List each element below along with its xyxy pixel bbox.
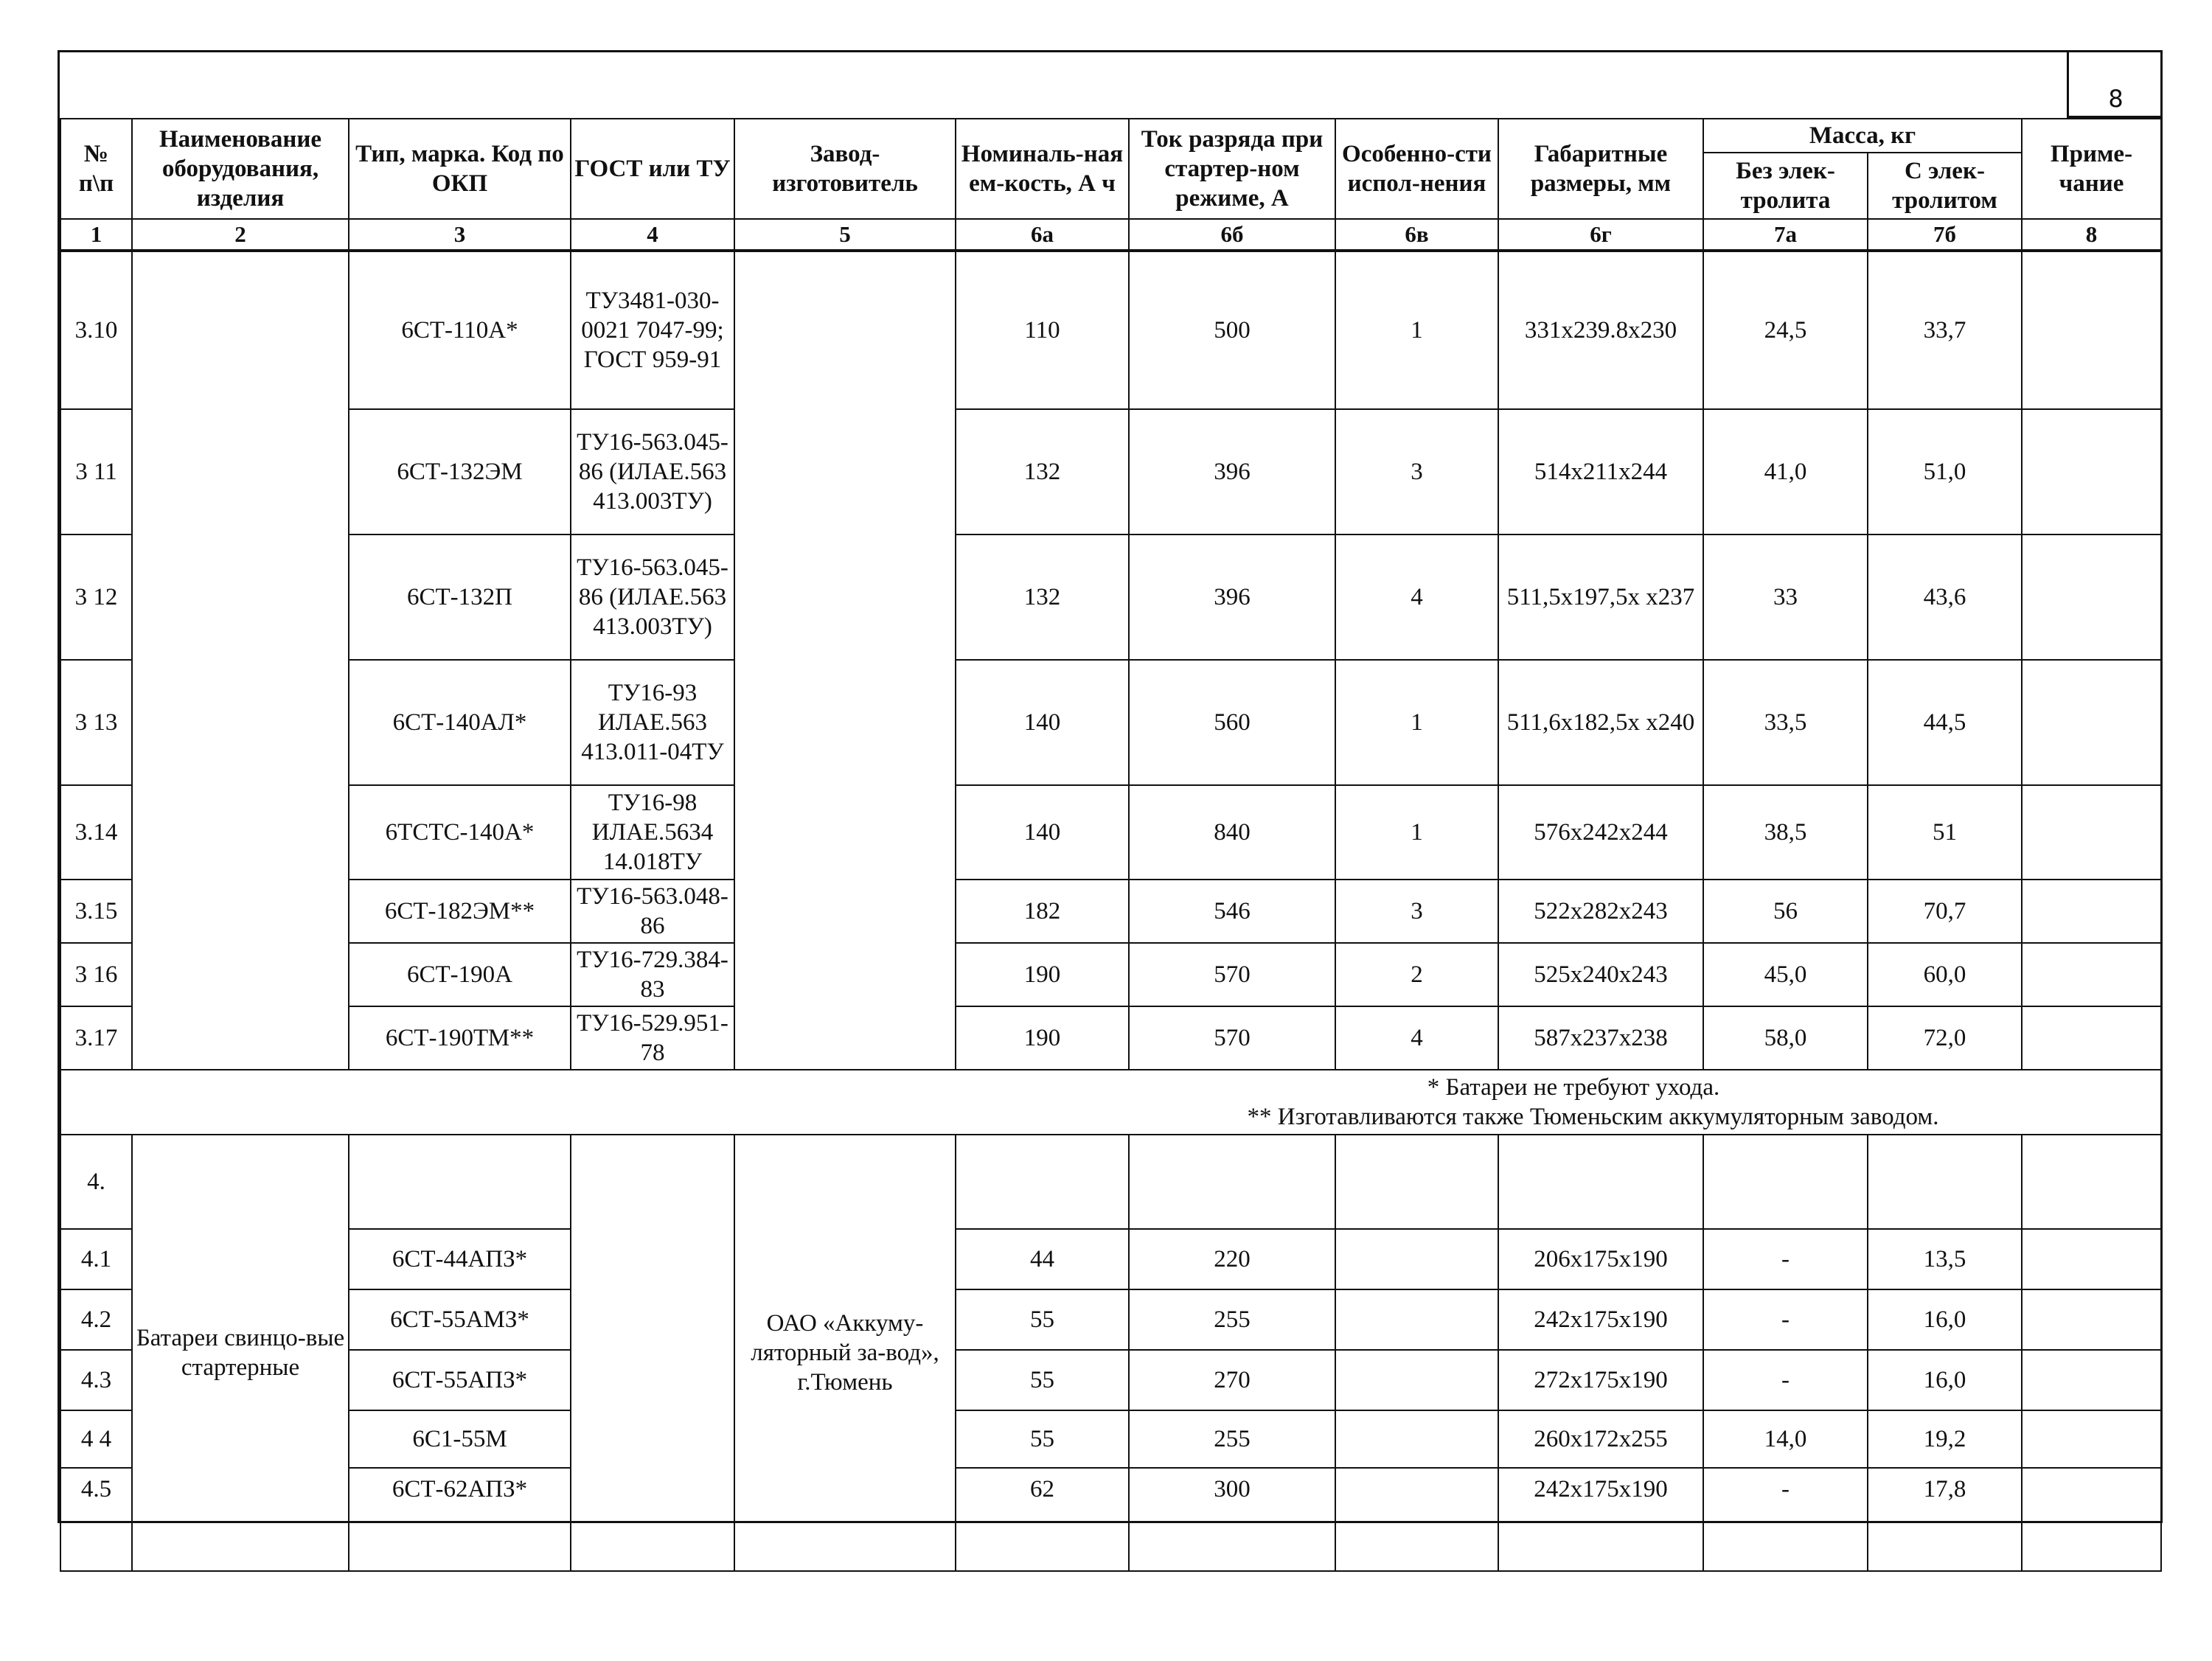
row-index: 3.10 [60, 251, 132, 409]
col-num: 7а [1703, 219, 1868, 251]
table-row [60, 251, 2161, 409]
row-mass-dry: 33,5 [1703, 660, 1868, 785]
row-index: 3.14 [60, 785, 132, 880]
header-features: Особенно-сти испол-нения [1335, 119, 1498, 219]
row-mass-wet: 70,7 [1868, 880, 2022, 943]
col-num: 6в [1335, 219, 1498, 251]
table-row [60, 1229, 2161, 1289]
row-dimensions: 242x175x190 [1498, 1289, 1703, 1350]
row-mass-dry: 45,0 [1703, 943, 1868, 1006]
row-type: 6СТ-55АМЗ* [349, 1289, 571, 1350]
row-capacity: 190 [956, 943, 1129, 1006]
row-features: 1 [1335, 660, 1498, 785]
row-note [2022, 1229, 2161, 1289]
header-row [60, 119, 2161, 153]
table-row [60, 409, 2161, 534]
row-dimensions: 525x240x243 [1498, 943, 1703, 1006]
row-current: 840 [1129, 785, 1335, 880]
row-capacity: 140 [956, 785, 1129, 880]
row-mass-dry: 38,5 [1703, 785, 1868, 880]
row-current: 255 [1129, 1410, 1335, 1468]
table-row [60, 880, 2161, 943]
col-num: 6г [1498, 219, 1703, 251]
row-note [2022, 1410, 2161, 1468]
row-type: 6СТ-190А [349, 943, 571, 1006]
row-mass-wet: 16,0 [1868, 1350, 2022, 1410]
group-name: Батареи свинцо-вые стартерные [132, 1135, 349, 1571]
document-frame [58, 50, 2163, 1523]
row-index: 3.15 [60, 880, 132, 943]
row-capacity: 140 [956, 660, 1129, 785]
row-mass-dry: 56 [1703, 880, 1868, 943]
row-current: 220 [1129, 1229, 1335, 1289]
col-num: 2 [132, 219, 349, 251]
row-current: 396 [1129, 534, 1335, 660]
row-current: 300 [1129, 1468, 1335, 1571]
row-features [1335, 1350, 1498, 1410]
col-num: 6б [1129, 219, 1335, 251]
row-type: 6ТСТС-140А* [349, 785, 571, 880]
row-dimensions: 511,5x197,5x x237 [1498, 534, 1703, 660]
row-note [2022, 1006, 2161, 1070]
row-dimensions: 242x175x190 [1498, 1468, 1703, 1571]
row-dimensions: 511,6x182,5x x240 [1498, 660, 1703, 785]
row-current: 255 [1129, 1289, 1335, 1350]
row-note [2022, 660, 2161, 785]
table-row [60, 785, 2161, 880]
row-features [1335, 1468, 1498, 1571]
header-gost: ГОСТ или ТУ [571, 119, 734, 219]
header-name: Наименование оборудования, изделия [132, 119, 349, 219]
group-maker: ОАО «Аккуму-ляторный за-вод», г.Тюмень [734, 1135, 956, 1571]
footnote-1: * Батареи не требуют ухода. [1427, 1074, 1720, 1101]
row-mass-dry: 41,0 [1703, 409, 1868, 534]
row-note [2022, 1350, 2161, 1410]
col-num: 4 [571, 219, 734, 251]
table-row [60, 1006, 2161, 1070]
table-row [60, 1468, 2161, 1571]
row-mass-wet: 60,0 [1868, 943, 2022, 1006]
empty-cell [1129, 1135, 1335, 1229]
row-index: 4.1 [60, 1229, 132, 1289]
row-index: 4 4 [60, 1410, 132, 1468]
row-mass-dry: - [1703, 1229, 1868, 1289]
row-type: 6СТ-140АЛ* [349, 660, 571, 785]
row-mass-dry: - [1703, 1289, 1868, 1350]
row-dimensions: 514x211x244 [1498, 409, 1703, 534]
row-features: 3 [1335, 880, 1498, 943]
row-note [2022, 409, 2161, 534]
group-type-empty [349, 1135, 571, 1229]
row-current: 570 [1129, 943, 1335, 1006]
row-type: 6СТ-62АПЗ* [349, 1468, 571, 1571]
row-mass-wet: 16,0 [1868, 1289, 2022, 1350]
maker-cell-empty [734, 251, 956, 1070]
col-num: 7б [1868, 219, 2022, 251]
row-features: 2 [1335, 943, 1498, 1006]
row-type: 6С1-55М [349, 1410, 571, 1468]
row-type: 6СТ-190ТМ** [349, 1006, 571, 1070]
footnote-2: ** Изготавливаются также Тюменьским аккумуляторным заводом. [1247, 1104, 1939, 1130]
row-dimensions: 522x282x243 [1498, 880, 1703, 943]
empty-cell [956, 1135, 1129, 1229]
row-note [2022, 251, 2161, 409]
row-features: 4 [1335, 534, 1498, 660]
table-row [60, 1350, 2161, 1410]
row-capacity: 55 [956, 1289, 1129, 1350]
row-features: 1 [1335, 785, 1498, 880]
header-dimensions: Габаритные размеры, мм [1498, 119, 1703, 219]
row-features: 4 [1335, 1006, 1498, 1070]
header-index: № п\п [60, 119, 132, 219]
row-gost: ТУ16-563.045-86 (ИЛАЕ.563 413.003ТУ) [571, 534, 734, 660]
empty-cell [1498, 1135, 1703, 1229]
row-gost: ТУ16-529.951-78 [571, 1006, 734, 1070]
row-capacity: 182 [956, 880, 1129, 943]
row-gost: ТУ16-98 ИЛАЕ.5634 14.018ТУ [571, 785, 734, 880]
row-mass-wet: 19,2 [1868, 1410, 2022, 1468]
row-capacity: 55 [956, 1410, 1129, 1468]
page-number: 8 [2067, 50, 2163, 118]
row-index: 4.5 [60, 1468, 132, 1571]
row-type: 6СТ-132П [349, 534, 571, 660]
group-gost-empty [571, 1135, 734, 1571]
row-current: 270 [1129, 1350, 1335, 1410]
table-row [60, 1289, 2161, 1350]
row-dimensions: 206x175x190 [1498, 1229, 1703, 1289]
row-index: 3 12 [60, 534, 132, 660]
row-capacity: 55 [956, 1350, 1129, 1410]
row-mass-wet: 44,5 [1868, 660, 2022, 785]
row-index: 3 13 [60, 660, 132, 785]
row-current: 546 [1129, 880, 1335, 943]
header-current: Ток разряда при стартер-ном режиме, А [1129, 119, 1335, 219]
row-dimensions: 260x172x255 [1498, 1410, 1703, 1468]
row-dimensions: 272x175x190 [1498, 1350, 1703, 1410]
empty-cell [1335, 1135, 1498, 1229]
row-features [1335, 1229, 1498, 1289]
col-num: 5 [734, 219, 956, 251]
row-index: 4.2 [60, 1289, 132, 1350]
row-note [2022, 943, 2161, 1006]
row-gost: ТУ16-563.048-86 [571, 880, 734, 943]
col-num: 6а [956, 219, 1129, 251]
row-mass-dry: - [1703, 1468, 1868, 1571]
col-num: 8 [2022, 219, 2161, 251]
row-mass-dry: 58,0 [1703, 1006, 1868, 1070]
row-gost: ТУ3481-030-0021 7047-99; ГОСТ 959-91 [571, 251, 734, 409]
row-capacity: 132 [956, 409, 1129, 534]
row-mass-dry: - [1703, 1350, 1868, 1410]
row-note [2022, 785, 2161, 880]
row-type: 6СТ-182ЭМ** [349, 880, 571, 943]
table-row [60, 1410, 2161, 1468]
battery-table [60, 118, 2162, 1572]
column-number-row [60, 219, 2161, 251]
row-type: 6СТ-44АПЗ* [349, 1229, 571, 1289]
row-capacity: 110 [956, 251, 1129, 409]
header-maker: Завод-изготовитель [734, 119, 956, 219]
row-features [1335, 1410, 1498, 1468]
header-mass: Масса, кг [1703, 119, 2022, 153]
row-features: 3 [1335, 409, 1498, 534]
row-capacity: 62 [956, 1468, 1129, 1571]
row-index: 4.3 [60, 1350, 132, 1410]
empty-cell [1868, 1135, 2022, 1229]
empty-cell [2022, 1135, 2161, 1229]
row-mass-dry: 14,0 [1703, 1410, 1868, 1468]
col-num: 1 [60, 219, 132, 251]
row-dimensions: 576x242x244 [1498, 785, 1703, 880]
row-dimensions: 331x239.8x230 [1498, 251, 1703, 409]
group-index: 4. [60, 1135, 132, 1229]
col-num: 3 [349, 219, 571, 251]
row-index: 3 11 [60, 409, 132, 534]
row-note [2022, 1289, 2161, 1350]
row-mass-wet: 13,5 [1868, 1229, 2022, 1289]
row-mass-wet: 51 [1868, 785, 2022, 880]
row-capacity: 132 [956, 534, 1129, 660]
table-row [60, 943, 2161, 1006]
table-row [60, 534, 2161, 660]
empty-cell [1703, 1135, 1868, 1229]
header-mass-wet: С элек-тролитом [1868, 153, 2022, 219]
table-row [60, 660, 2161, 785]
row-index: 3 16 [60, 943, 132, 1006]
row-current: 500 [1129, 251, 1335, 409]
header-type: Тип, марка. Код по ОКП [349, 119, 571, 219]
row-current: 396 [1129, 409, 1335, 534]
row-gost: ТУ16-729.384-83 [571, 943, 734, 1006]
header-capacity: Номиналь-ная ем-кость, А ч [956, 119, 1129, 219]
row-gost: ТУ16-563.045-86 (ИЛАЕ.563 413.003ТУ) [571, 409, 734, 534]
row-capacity: 190 [956, 1006, 1129, 1070]
row-note [2022, 534, 2161, 660]
footnote-cell [60, 1070, 2161, 1135]
row-type: 6СТ-110А* [349, 251, 571, 409]
row-type: 6СТ-132ЭМ [349, 409, 571, 534]
row-index: 3.17 [60, 1006, 132, 1070]
row-current: 570 [1129, 1006, 1335, 1070]
row-type: 6СТ-55АПЗ* [349, 1350, 571, 1410]
row-mass-dry: 24,5 [1703, 251, 1868, 409]
group-row [60, 1135, 2161, 1229]
row-note [2022, 1468, 2161, 1571]
row-mass-wet: 72,0 [1868, 1006, 2022, 1070]
row-capacity: 44 [956, 1229, 1129, 1289]
row-mass-dry: 33 [1703, 534, 1868, 660]
row-mass-wet: 17,8 [1868, 1468, 2022, 1571]
row-dimensions: 587x237x238 [1498, 1006, 1703, 1070]
row-mass-wet: 51,0 [1868, 409, 2022, 534]
row-mass-wet: 43,6 [1868, 534, 2022, 660]
row-gost: ТУ16-93 ИЛАЕ.563 413.011-04ТУ [571, 660, 734, 785]
row-note [2022, 880, 2161, 943]
header-note: Приме-чание [2022, 119, 2161, 219]
name-cell-empty [132, 251, 349, 1070]
row-features [1335, 1289, 1498, 1350]
footnote-row [60, 1070, 2161, 1135]
row-current: 560 [1129, 660, 1335, 785]
row-features: 1 [1335, 251, 1498, 409]
row-mass-wet: 33,7 [1868, 251, 2022, 409]
header-mass-dry: Без элек-тролита [1703, 153, 1868, 219]
